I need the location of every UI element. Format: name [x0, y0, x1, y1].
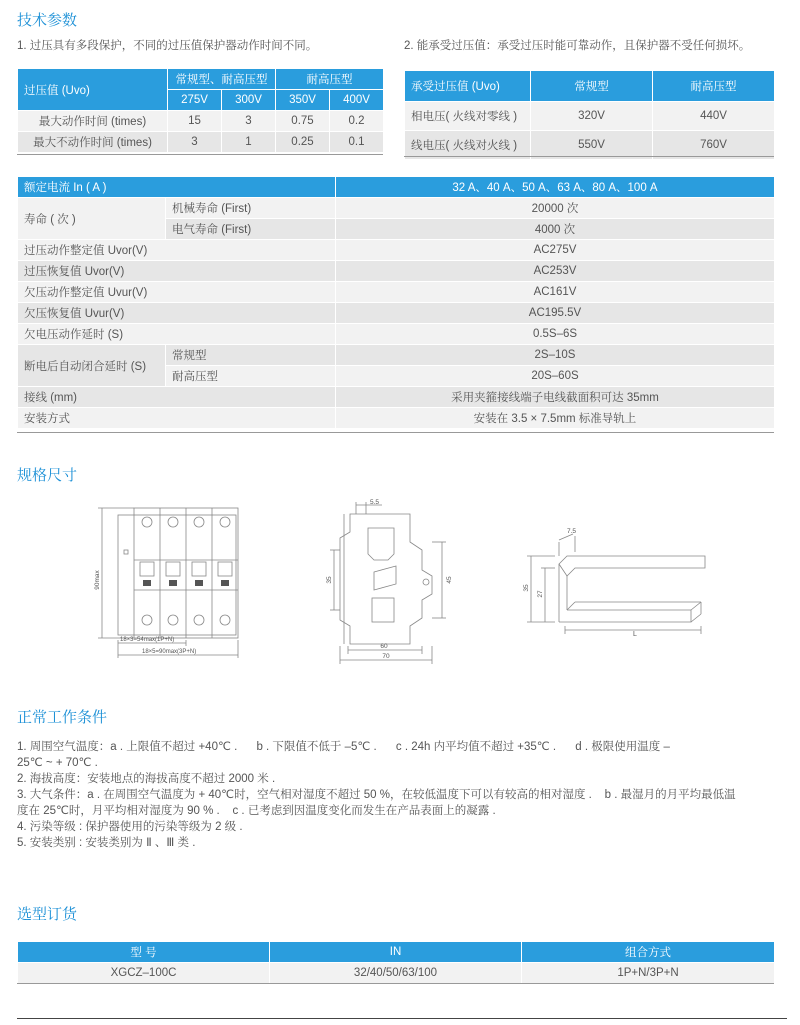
- tech-note-2: 2. 能承受过压值：承受过压时能可靠动作，且保护器不受任何损坏。: [404, 40, 751, 52]
- overvoltage-col: 350V: [276, 90, 330, 111]
- row-value: 0.5S–6S: [336, 324, 775, 345]
- condition-line: 4. 污染等级 : 保护器使用的污染等级为 2 级 .: [17, 821, 243, 833]
- elec-life-value: 4000 次: [336, 219, 775, 240]
- overvoltage-table-head-label: 过压值 (Uvo): [18, 69, 168, 111]
- main-spec-table: [17, 176, 775, 429]
- mech-life-value: 20000 次: [336, 198, 775, 219]
- row-value: AC275V: [336, 240, 775, 261]
- overvoltage-col: 300V: [222, 90, 276, 111]
- order-in: 32/40/50/63/100: [270, 963, 522, 984]
- cell-value: 1: [222, 132, 276, 153]
- condition-line: 3. 大气条件：a . 在周围空气温度为 + 40℃时，空气相对湿度不超过 50 %，在较低温度下可以有较高的相对湿度 . b . 最湿月的月平均最低温: [17, 789, 736, 801]
- row-value: AC253V: [336, 261, 775, 282]
- table-row: [18, 303, 775, 324]
- row-label: 欠压恢复值 Uvur(V): [18, 303, 336, 324]
- overvoltage-group-standard: 常规型、耐高压型: [168, 69, 276, 90]
- side-left-dim: 35: [326, 576, 333, 584]
- front-width-3p-dim: 18×5=90max(3P+N): [142, 649, 197, 655]
- cell-value: 0.25: [276, 132, 330, 153]
- row-label: 线电压( 火线对火线 ): [405, 131, 531, 160]
- side-width-60-dim: 60: [380, 643, 388, 650]
- row-label: 过压动作整定值 Uvor(V): [18, 240, 336, 261]
- rated-current-label: 额定电流 In ( A ): [18, 177, 336, 198]
- order-section-title: 选型订货: [17, 906, 78, 923]
- row-label: 过压恢复值 Uvor(V): [18, 261, 336, 282]
- row-label: 安装方式: [18, 408, 336, 429]
- front-view-drawing: [90, 500, 250, 665]
- divider: [17, 154, 383, 155]
- reclose-hv-label: 耐高压型: [166, 366, 336, 387]
- cell-value: 3: [168, 132, 222, 153]
- table-row: [18, 345, 775, 366]
- cell-value: 440V: [653, 102, 775, 131]
- footer-rule: [17, 1018, 787, 1019]
- reclose-label: 断电后自动闭合延时 (S): [18, 345, 166, 387]
- table-row: [18, 387, 775, 408]
- side-right-dim: 45: [446, 576, 453, 584]
- side-width-70-dim: 70: [382, 653, 390, 660]
- front-height-dim: 90max: [94, 570, 101, 590]
- conditions-list: [17, 739, 787, 851]
- condition-line: 5. 安装类别 : 安装类别为 Ⅱ 、Ⅲ 类 .: [17, 837, 196, 849]
- withstand-head-label: 承受过压值 (Uvo): [405, 71, 531, 102]
- overvoltage-group-high: 耐高压型: [276, 69, 384, 90]
- order-table: [17, 941, 775, 984]
- din-rail-drawing: [515, 522, 715, 647]
- rail-length-dim: L: [633, 631, 637, 638]
- cell-value: 0.2: [330, 111, 384, 132]
- side-view-drawing: [318, 494, 468, 669]
- order-head-model: 型 号: [18, 942, 270, 963]
- order-model: XGCZ–100C: [18, 963, 270, 984]
- condition-line: 25℃ ~ + 70℃ .: [17, 757, 98, 769]
- row-value: AC161V: [336, 282, 775, 303]
- condition-line: 度在 25℃时，月平均相对湿度为 90 % . c . 已考虑到因温度变化而发生在产品表面上的凝露 .: [17, 805, 496, 817]
- reclose-hv-value: 20S–60S: [336, 366, 775, 387]
- table-row: [18, 963, 775, 984]
- row-value: AC195.5V: [336, 303, 775, 324]
- cell-value: 760V: [653, 131, 775, 160]
- cell-value: 15: [168, 111, 222, 132]
- table-row: [18, 198, 775, 219]
- cell-value: 3: [222, 111, 276, 132]
- table-row: [18, 261, 775, 282]
- table-row: [18, 111, 384, 132]
- table-row: [18, 408, 775, 429]
- table-row: [405, 102, 775, 131]
- cell-value: 550V: [531, 131, 653, 160]
- cell-value: 0.75: [276, 111, 330, 132]
- table-row: [18, 240, 775, 261]
- table-row: [18, 132, 384, 153]
- order-combo: 1P+N/3P+N: [522, 963, 775, 984]
- tech-note-1: 1. 过压具有多段保护，不同的过压值保护器动作时间不同。: [17, 40, 318, 52]
- withstand-voltage-table: [404, 70, 775, 160]
- overvoltage-time-table: [17, 68, 384, 153]
- row-label: 最大不动作时间 (times): [18, 132, 168, 153]
- rated-current-value: 32 A、40 A、50 A、63 A、80 A、100 A: [336, 177, 775, 198]
- overvoltage-col: 275V: [168, 90, 222, 111]
- divider: [404, 156, 774, 157]
- row-label: 欠电压动作延时 (S): [18, 324, 336, 345]
- condition-line: 1. 周围空气温度：a . 上限值不超过 +40℃ . b . 下限值不低于 –5℃ . c . 24h 内平均值不超过 +35℃ . d . 极限使用温度 –: [17, 741, 670, 753]
- withstand-head-high: 耐高压型: [653, 71, 775, 102]
- cell-value: 0.1: [330, 132, 384, 153]
- row-value: 采用夹箍接线端子电线截面积可达 35mm: [336, 387, 775, 408]
- divider: [17, 983, 774, 984]
- front-width-1p-dim: 18×3=54max(1P+N): [120, 637, 175, 643]
- conditions-section-title: 正常工作条件: [17, 709, 108, 726]
- mech-life-label: 机械寿命 (First): [166, 198, 336, 219]
- row-value: 安装在 3.5 × 7.5mm 标准导轨上: [336, 408, 775, 429]
- row-label: 欠压动作整定值 Uvur(V): [18, 282, 336, 303]
- order-head-in: IN: [270, 942, 522, 963]
- table-row: [18, 282, 775, 303]
- dims-section-title: 规格尺寸: [17, 467, 78, 484]
- divider: [17, 432, 774, 433]
- rail-diag-dim: 7.5: [567, 528, 577, 535]
- elec-life-label: 电气寿命 (First): [166, 219, 336, 240]
- row-label: 接线 (mm): [18, 387, 336, 408]
- table-row: [18, 324, 775, 345]
- overvoltage-col: 400V: [330, 90, 384, 111]
- side-top-dim: 5.5: [370, 499, 380, 506]
- withstand-head-standard: 常规型: [531, 71, 653, 102]
- tech-section-title: 技术参数: [17, 12, 78, 29]
- rail-height-35-dim: 35: [523, 584, 530, 592]
- order-head-combo: 组合方式: [522, 942, 775, 963]
- rail-height-27-dim: 27: [537, 590, 544, 598]
- reclose-std-label: 常规型: [166, 345, 336, 366]
- row-label: 最大动作时间 (times): [18, 111, 168, 132]
- cell-value: 320V: [531, 102, 653, 131]
- condition-line: 2. 海拔高度：安装地点的海拔高度不超过 2000 米 .: [17, 773, 276, 785]
- life-label: 寿命 ( 次 ): [18, 198, 166, 240]
- row-label: 相电压( 火线对零线 ): [405, 102, 531, 131]
- reclose-std-value: 2S–10S: [336, 345, 775, 366]
